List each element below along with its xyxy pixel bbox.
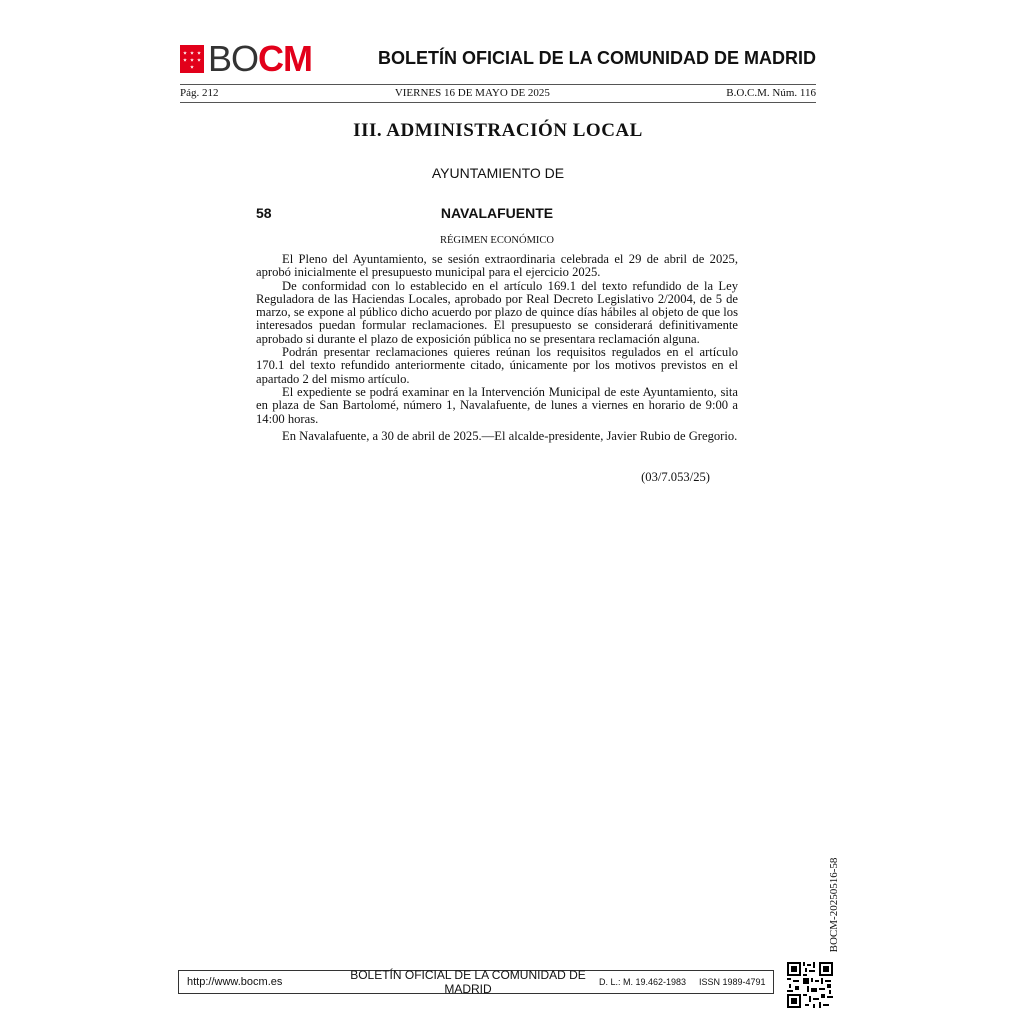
header-rule bbox=[180, 84, 816, 85]
municipality-name: NAVALAFUENTE bbox=[440, 205, 554, 221]
logo-text-cm: CM bbox=[258, 38, 313, 79]
entity-type: AYUNTAMIENTO DE bbox=[431, 165, 565, 181]
footer-title: BOLETÍN OFICIAL DE LA COMUNIDAD DE MADRID bbox=[350, 968, 586, 996]
bocm-logo bbox=[180, 38, 313, 79]
header-meta-row bbox=[180, 87, 816, 99]
section-title: III. ADMINISTRACIÓN LOCAL bbox=[353, 120, 643, 141]
paragraph: El expediente se podrá examinar en la Intervención Municipal de este Ayuntamiento, sita en plaza de San Bartolomé, número 1, Navalafuente, de lunes a viernes en horario de 9:00 a 14:00 horas. bbox=[256, 384, 738, 426]
legal-deposit: D. L.: M. 19.462-1983 bbox=[599, 977, 687, 987]
announcement-number: 58 bbox=[256, 205, 272, 221]
footer-url[interactable]: http://www.bocm.es bbox=[187, 976, 283, 988]
madrid-flag-icon bbox=[180, 45, 204, 73]
qr-code-icon bbox=[787, 962, 833, 1008]
side-identifier bbox=[827, 850, 841, 960]
logo-text-bo: BO bbox=[208, 38, 259, 79]
publication-title: BOLETÍN OFICIAL DE LA COMUNIDAD DE MADRID bbox=[378, 48, 816, 68]
issue-number: B.O.C.M. Núm. 116 bbox=[726, 87, 816, 99]
meta-rule bbox=[180, 102, 816, 103]
announcement-body bbox=[256, 253, 738, 443]
signature: En Navalafuente, a 30 de abril de 2025.—El alcalde-presidente, Javier Rubio de Gregorio. bbox=[282, 428, 738, 443]
page-number: Pág. 212 bbox=[180, 87, 219, 99]
paragraph: El Pleno del Ayuntamiento, se sesión extraordinaria celebrada el 29 de abril de 2025, aprobó inicialmente el presupuesto municipal para el ejercicio 2025. bbox=[256, 252, 738, 280]
footer-box bbox=[178, 970, 774, 994]
announcement-category: RÉGIMEN ECONÓMICO bbox=[439, 235, 555, 246]
announcement-reference: (03/7.053/25) bbox=[641, 470, 710, 484]
paragraph: Podrán presentar reclamaciones quieres reúnan los requisitos regulados en el artículo 170.1 del texto refundido anteriormente citado, únicamente por los motivos previstos en el apartado 2 del mismo artículo. bbox=[256, 345, 738, 386]
paragraph: De conformidad con lo establecido en el artículo 169.1 del texto refundido de la Ley Reguladora de las Haciendas Locales, aprobado por Real Decreto Legislativo 2/2004, de 5 de marzo, se expone al público dicho acuerdo por plazo de quince días hábiles al objeto de que los interesados puedan formular reclamaciones. El presupuesto se considerará definitivamente aprobado si durante el plazo de exposición pública no se presentara reclamación alguna. bbox=[256, 278, 738, 346]
issn: ISSN 1989-4791 bbox=[699, 977, 766, 987]
issue-date: VIERNES 16 DE MAYO DE 2025 bbox=[394, 87, 550, 99]
side-identifier-text: BOCM-20250516-58 bbox=[828, 857, 840, 953]
